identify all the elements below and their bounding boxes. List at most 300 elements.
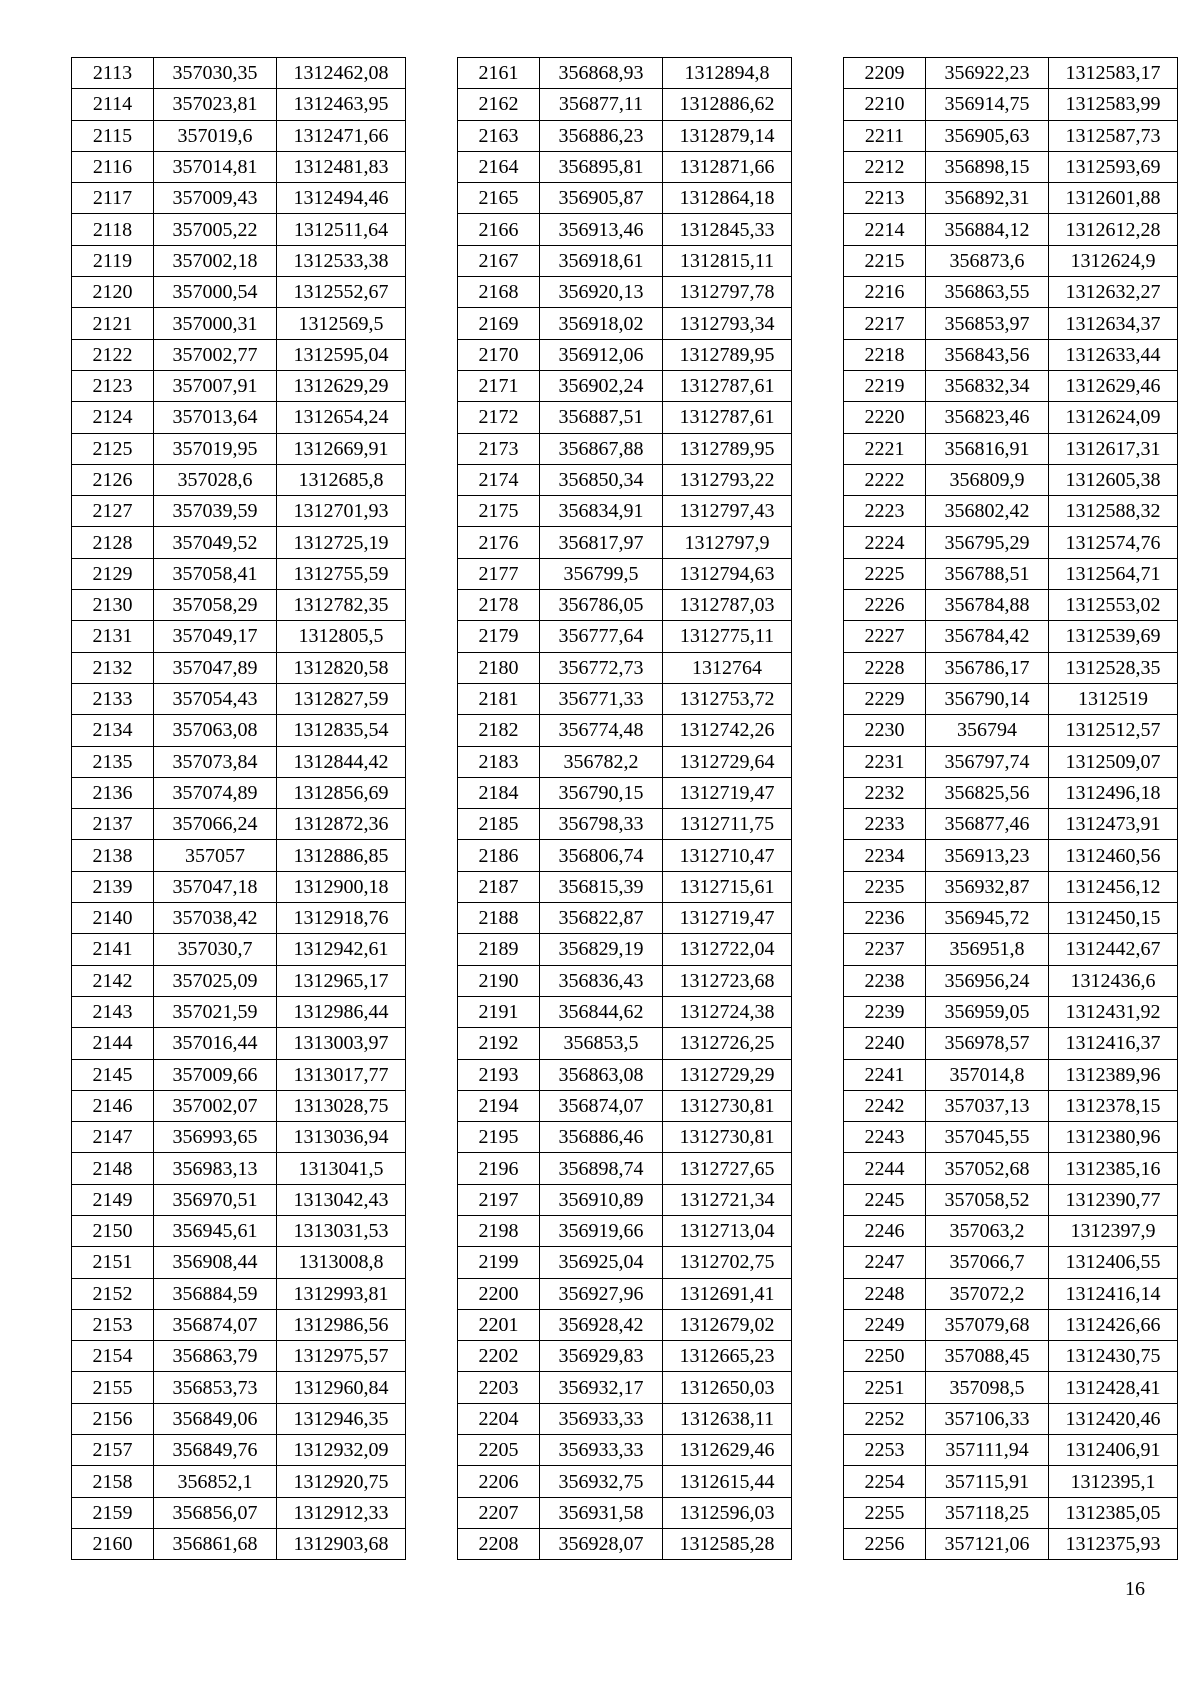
table-row — [844, 1403, 1178, 1434]
y-coordinate-cell: 1312460,56 — [1049, 840, 1178, 871]
point-number-cell: 2241 — [844, 1059, 926, 1090]
y-coordinate-cell: 1312711,75 — [663, 809, 792, 840]
table-row — [72, 1215, 406, 1246]
x-coordinate-cell: 356886,46 — [540, 1122, 663, 1153]
y-coordinate-cell: 1312872,36 — [277, 809, 406, 840]
y-coordinate-cell: 1312601,88 — [1049, 183, 1178, 214]
table-row — [844, 996, 1178, 1027]
x-coordinate-cell: 357121,06 — [926, 1528, 1049, 1559]
point-number-cell: 2119 — [72, 245, 154, 276]
point-number-cell: 2115 — [72, 120, 154, 151]
table-row — [72, 1466, 406, 1497]
y-coordinate-cell: 1312805,5 — [277, 621, 406, 652]
table-row — [458, 1184, 792, 1215]
point-number-cell: 2183 — [458, 746, 540, 777]
x-coordinate-cell: 356832,34 — [926, 370, 1049, 401]
point-number-cell: 2198 — [458, 1215, 540, 1246]
x-coordinate-cell: 357088,45 — [926, 1341, 1049, 1372]
y-coordinate-cell: 1313017,77 — [277, 1059, 406, 1090]
point-number-cell: 2254 — [844, 1466, 926, 1497]
table-row — [72, 245, 406, 276]
y-coordinate-cell: 1312918,76 — [277, 903, 406, 934]
x-coordinate-cell: 356945,72 — [926, 903, 1049, 934]
point-number-cell: 2121 — [72, 308, 154, 339]
y-coordinate-cell: 1312552,67 — [277, 277, 406, 308]
y-coordinate-cell: 1312654,24 — [277, 402, 406, 433]
point-number-cell: 2176 — [458, 527, 540, 558]
table-row — [844, 715, 1178, 746]
x-coordinate-cell: 356918,61 — [540, 245, 663, 276]
y-coordinate-cell: 1312894,8 — [663, 58, 792, 89]
point-number-cell: 2202 — [458, 1341, 540, 1372]
y-coordinate-cell: 1312442,67 — [1049, 934, 1178, 965]
x-coordinate-cell: 357063,08 — [154, 715, 277, 746]
table-row — [458, 871, 792, 902]
y-coordinate-cell: 1313003,97 — [277, 1028, 406, 1059]
point-number-cell: 2245 — [844, 1184, 926, 1215]
x-coordinate-cell: 357118,25 — [926, 1497, 1049, 1528]
table-row — [844, 527, 1178, 558]
point-number-cell: 2242 — [844, 1090, 926, 1121]
table-row — [72, 1435, 406, 1466]
point-number-cell: 2214 — [844, 214, 926, 245]
table-row — [458, 277, 792, 308]
table-row — [844, 903, 1178, 934]
y-coordinate-cell: 1312533,38 — [277, 245, 406, 276]
point-number-cell: 2157 — [72, 1435, 154, 1466]
table-row — [72, 370, 406, 401]
table-row — [844, 89, 1178, 120]
x-coordinate-cell: 356794 — [926, 715, 1049, 746]
table-row — [844, 245, 1178, 276]
y-coordinate-cell: 1312701,93 — [277, 496, 406, 527]
y-coordinate-cell: 1312431,92 — [1049, 996, 1178, 1027]
x-coordinate-cell: 356905,87 — [540, 183, 663, 214]
y-coordinate-cell: 1312719,47 — [663, 777, 792, 808]
table-row — [458, 746, 792, 777]
table-row — [844, 1372, 1178, 1403]
x-coordinate-cell: 356777,64 — [540, 621, 663, 652]
table-row — [458, 1090, 792, 1121]
table-row — [458, 1497, 792, 1528]
point-number-cell: 2227 — [844, 621, 926, 652]
table-row — [458, 496, 792, 527]
x-coordinate-cell: 357057 — [154, 840, 277, 871]
y-coordinate-cell: 1312456,12 — [1049, 871, 1178, 902]
table-row — [72, 277, 406, 308]
point-number-cell: 2200 — [458, 1278, 540, 1309]
x-coordinate-cell: 357021,59 — [154, 996, 277, 1027]
point-number-cell: 2195 — [458, 1122, 540, 1153]
point-number-cell: 2194 — [458, 1090, 540, 1121]
x-coordinate-cell: 356853,97 — [926, 308, 1049, 339]
x-coordinate-cell: 356931,58 — [540, 1497, 663, 1528]
y-coordinate-cell: 1312633,44 — [1049, 339, 1178, 370]
table-row — [458, 1215, 792, 1246]
x-coordinate-cell: 356795,29 — [926, 527, 1049, 558]
point-number-cell: 2221 — [844, 433, 926, 464]
point-number-cell: 2229 — [844, 683, 926, 714]
y-coordinate-cell: 1312787,03 — [663, 590, 792, 621]
x-coordinate-cell: 357009,66 — [154, 1059, 277, 1090]
y-coordinate-cell: 1312481,83 — [277, 151, 406, 182]
table-row — [458, 527, 792, 558]
point-number-cell: 2185 — [458, 809, 540, 840]
table-row — [458, 308, 792, 339]
x-coordinate-cell: 356913,23 — [926, 840, 1049, 871]
table-row — [844, 1028, 1178, 1059]
x-coordinate-cell: 356933,33 — [540, 1435, 663, 1466]
point-number-cell: 2251 — [844, 1372, 926, 1403]
table-row — [72, 903, 406, 934]
y-coordinate-cell: 1312793,34 — [663, 308, 792, 339]
x-coordinate-cell: 357019,6 — [154, 120, 277, 151]
y-coordinate-cell: 1312395,1 — [1049, 1466, 1178, 1497]
x-coordinate-cell: 356806,74 — [540, 840, 663, 871]
table-row — [72, 777, 406, 808]
x-coordinate-cell: 356771,33 — [540, 683, 663, 714]
x-coordinate-cell: 356959,05 — [926, 996, 1049, 1027]
x-coordinate-cell: 356908,44 — [154, 1247, 277, 1278]
table-row — [458, 433, 792, 464]
point-number-cell: 2226 — [844, 590, 926, 621]
table-row — [458, 1278, 792, 1309]
x-coordinate-cell: 357023,81 — [154, 89, 277, 120]
point-number-cell: 2228 — [844, 652, 926, 683]
table-row — [458, 621, 792, 652]
table-row — [72, 339, 406, 370]
y-coordinate-cell: 1312587,73 — [1049, 120, 1178, 151]
coordinate-table-2 — [457, 57, 792, 1560]
point-number-cell: 2148 — [72, 1153, 154, 1184]
table-row — [458, 777, 792, 808]
point-number-cell: 2207 — [458, 1497, 540, 1528]
x-coordinate-cell: 356913,46 — [540, 214, 663, 245]
y-coordinate-cell: 1312596,03 — [663, 1497, 792, 1528]
y-coordinate-cell: 1312729,29 — [663, 1059, 792, 1090]
y-coordinate-cell: 1312845,33 — [663, 214, 792, 245]
table-row — [458, 464, 792, 495]
y-coordinate-cell: 1312942,61 — [277, 934, 406, 965]
table-row — [72, 1090, 406, 1121]
x-coordinate-cell: 357013,64 — [154, 402, 277, 433]
y-coordinate-cell: 1312797,78 — [663, 277, 792, 308]
table-row — [458, 58, 792, 89]
point-number-cell: 2193 — [458, 1059, 540, 1090]
point-number-cell: 2139 — [72, 871, 154, 902]
x-coordinate-cell: 356884,12 — [926, 214, 1049, 245]
point-number-cell: 2171 — [458, 370, 540, 401]
x-coordinate-cell: 356925,04 — [540, 1247, 663, 1278]
point-number-cell: 2256 — [844, 1528, 926, 1559]
point-number-cell: 2236 — [844, 903, 926, 934]
y-coordinate-cell: 1312528,35 — [1049, 652, 1178, 683]
table-row — [72, 746, 406, 777]
x-coordinate-cell: 356892,31 — [926, 183, 1049, 214]
y-coordinate-cell: 1312416,37 — [1049, 1028, 1178, 1059]
y-coordinate-cell: 1312730,81 — [663, 1122, 792, 1153]
point-number-cell: 2166 — [458, 214, 540, 245]
point-number-cell: 2130 — [72, 590, 154, 621]
point-number-cell: 2213 — [844, 183, 926, 214]
y-coordinate-cell: 1312471,66 — [277, 120, 406, 151]
y-coordinate-cell: 1312986,56 — [277, 1309, 406, 1340]
x-coordinate-cell: 357014,81 — [154, 151, 277, 182]
y-coordinate-cell: 1312638,11 — [663, 1403, 792, 1434]
y-coordinate-cell: 1312764 — [663, 652, 792, 683]
y-coordinate-cell: 1312715,61 — [663, 871, 792, 902]
x-coordinate-cell: 357002,77 — [154, 339, 277, 370]
y-coordinate-cell: 1312588,32 — [1049, 496, 1178, 527]
point-number-cell: 2114 — [72, 89, 154, 120]
point-number-cell: 2129 — [72, 558, 154, 589]
x-coordinate-cell: 356786,05 — [540, 590, 663, 621]
x-coordinate-cell: 357052,68 — [926, 1153, 1049, 1184]
y-coordinate-cell: 1312886,62 — [663, 89, 792, 120]
table-row — [72, 1497, 406, 1528]
x-coordinate-cell: 357047,89 — [154, 652, 277, 683]
table-row — [458, 934, 792, 965]
point-number-cell: 2174 — [458, 464, 540, 495]
point-number-cell: 2167 — [458, 245, 540, 276]
x-coordinate-cell: 356809,9 — [926, 464, 1049, 495]
y-coordinate-cell: 1312629,46 — [663, 1435, 792, 1466]
x-coordinate-cell: 356782,2 — [540, 746, 663, 777]
y-coordinate-cell: 1312727,65 — [663, 1153, 792, 1184]
point-number-cell: 2243 — [844, 1122, 926, 1153]
y-coordinate-cell: 1312615,44 — [663, 1466, 792, 1497]
y-coordinate-cell: 1312450,15 — [1049, 903, 1178, 934]
table-row — [458, 558, 792, 589]
x-coordinate-cell: 356815,39 — [540, 871, 663, 902]
y-coordinate-cell: 1312986,44 — [277, 996, 406, 1027]
point-number-cell: 2131 — [72, 621, 154, 652]
y-coordinate-cell: 1313031,53 — [277, 1215, 406, 1246]
table-row — [458, 245, 792, 276]
y-coordinate-cell: 1312794,63 — [663, 558, 792, 589]
y-coordinate-cell: 1312585,28 — [663, 1528, 792, 1559]
x-coordinate-cell: 356850,34 — [540, 464, 663, 495]
x-coordinate-cell: 356884,59 — [154, 1278, 277, 1309]
y-coordinate-cell: 1313008,8 — [277, 1247, 406, 1278]
y-coordinate-cell: 1312789,95 — [663, 433, 792, 464]
point-number-cell: 2180 — [458, 652, 540, 683]
table-row — [844, 1278, 1178, 1309]
y-coordinate-cell: 1312679,02 — [663, 1309, 792, 1340]
point-number-cell: 2191 — [458, 996, 540, 1027]
table-row — [844, 277, 1178, 308]
table-row — [72, 183, 406, 214]
y-coordinate-cell: 1313036,94 — [277, 1122, 406, 1153]
y-coordinate-cell: 1312583,17 — [1049, 58, 1178, 89]
point-number-cell: 2143 — [72, 996, 154, 1027]
table-row — [72, 120, 406, 151]
table-row — [844, 1247, 1178, 1278]
point-number-cell: 2248 — [844, 1278, 926, 1309]
point-number-cell: 2192 — [458, 1028, 540, 1059]
x-coordinate-cell: 357002,18 — [154, 245, 277, 276]
x-coordinate-cell: 356774,48 — [540, 715, 663, 746]
table-row — [458, 1403, 792, 1434]
table-row — [72, 89, 406, 120]
x-coordinate-cell: 357073,84 — [154, 746, 277, 777]
x-coordinate-cell: 356836,43 — [540, 965, 663, 996]
y-coordinate-cell: 1312721,34 — [663, 1184, 792, 1215]
x-coordinate-cell: 356970,51 — [154, 1184, 277, 1215]
x-coordinate-cell: 356873,6 — [926, 245, 1049, 276]
y-coordinate-cell: 1312624,09 — [1049, 402, 1178, 433]
x-coordinate-cell: 356951,8 — [926, 934, 1049, 965]
table-row — [458, 214, 792, 245]
table-row — [844, 1466, 1178, 1497]
y-coordinate-cell: 1312719,47 — [663, 903, 792, 934]
x-coordinate-cell: 357028,6 — [154, 464, 277, 495]
y-coordinate-cell: 1312820,58 — [277, 652, 406, 683]
table-row — [72, 809, 406, 840]
point-number-cell: 2124 — [72, 402, 154, 433]
x-coordinate-cell: 357106,33 — [926, 1403, 1049, 1434]
y-coordinate-cell: 1312789,95 — [663, 339, 792, 370]
point-number-cell: 2169 — [458, 308, 540, 339]
table-row — [844, 1090, 1178, 1121]
table-row — [458, 1528, 792, 1559]
point-number-cell: 2234 — [844, 840, 926, 871]
x-coordinate-cell: 356914,75 — [926, 89, 1049, 120]
table-row — [458, 1059, 792, 1090]
x-coordinate-cell: 357000,31 — [154, 308, 277, 339]
point-number-cell: 2215 — [844, 245, 926, 276]
table-row — [844, 339, 1178, 370]
y-coordinate-cell: 1312725,19 — [277, 527, 406, 558]
point-number-cell: 2197 — [458, 1184, 540, 1215]
x-coordinate-cell: 357098,5 — [926, 1372, 1049, 1403]
x-coordinate-cell: 356797,74 — [926, 746, 1049, 777]
table-row — [72, 527, 406, 558]
table-row — [458, 715, 792, 746]
x-coordinate-cell: 356912,06 — [540, 339, 663, 370]
table-row — [844, 590, 1178, 621]
y-coordinate-cell: 1312864,18 — [663, 183, 792, 214]
y-coordinate-cell: 1312702,75 — [663, 1247, 792, 1278]
table-row — [458, 151, 792, 182]
point-number-cell: 2135 — [72, 746, 154, 777]
point-number-cell: 2168 — [458, 277, 540, 308]
point-number-cell: 2128 — [72, 527, 154, 558]
point-number-cell: 2237 — [844, 934, 926, 965]
point-number-cell: 2188 — [458, 903, 540, 934]
y-coordinate-cell: 1312509,07 — [1049, 746, 1178, 777]
table-row — [72, 1153, 406, 1184]
point-number-cell: 2205 — [458, 1435, 540, 1466]
x-coordinate-cell: 357049,52 — [154, 527, 277, 558]
x-coordinate-cell: 357030,7 — [154, 934, 277, 965]
y-coordinate-cell: 1312815,11 — [663, 245, 792, 276]
x-coordinate-cell: 356932,17 — [540, 1372, 663, 1403]
point-number-cell: 2125 — [72, 433, 154, 464]
x-coordinate-cell: 356993,65 — [154, 1122, 277, 1153]
y-coordinate-cell: 1312827,59 — [277, 683, 406, 714]
table-row — [844, 746, 1178, 777]
y-coordinate-cell: 1312629,46 — [1049, 370, 1178, 401]
table-row — [72, 1278, 406, 1309]
y-coordinate-cell: 1312420,46 — [1049, 1403, 1178, 1434]
table-row — [844, 370, 1178, 401]
x-coordinate-cell: 356829,19 — [540, 934, 663, 965]
x-coordinate-cell: 356898,15 — [926, 151, 1049, 182]
y-coordinate-cell: 1312932,09 — [277, 1435, 406, 1466]
table-row — [72, 1122, 406, 1153]
x-coordinate-cell: 357058,52 — [926, 1184, 1049, 1215]
y-coordinate-cell: 1312755,59 — [277, 558, 406, 589]
y-coordinate-cell: 1312406,55 — [1049, 1247, 1178, 1278]
x-coordinate-cell: 356863,79 — [154, 1341, 277, 1372]
x-coordinate-cell: 356886,23 — [540, 120, 663, 151]
x-coordinate-cell: 356790,15 — [540, 777, 663, 808]
point-number-cell: 2141 — [72, 934, 154, 965]
x-coordinate-cell: 356802,42 — [926, 496, 1049, 527]
point-number-cell: 2177 — [458, 558, 540, 589]
table-row — [72, 1184, 406, 1215]
table-row — [458, 590, 792, 621]
table-row — [458, 1341, 792, 1372]
x-coordinate-cell: 356978,57 — [926, 1028, 1049, 1059]
x-coordinate-cell: 356874,07 — [540, 1090, 663, 1121]
point-number-cell: 2238 — [844, 965, 926, 996]
point-number-cell: 2199 — [458, 1247, 540, 1278]
point-number-cell: 2150 — [72, 1215, 154, 1246]
table-row — [458, 402, 792, 433]
x-coordinate-cell: 357007,91 — [154, 370, 277, 401]
y-coordinate-cell: 1312595,04 — [277, 339, 406, 370]
y-coordinate-cell: 1312428,41 — [1049, 1372, 1178, 1403]
y-coordinate-cell: 1312782,35 — [277, 590, 406, 621]
y-coordinate-cell: 1312669,91 — [277, 433, 406, 464]
point-number-cell: 2231 — [844, 746, 926, 777]
table-row — [844, 496, 1178, 527]
point-number-cell: 2136 — [72, 777, 154, 808]
y-coordinate-cell: 1312742,26 — [663, 715, 792, 746]
point-number-cell: 2164 — [458, 151, 540, 182]
table-row — [458, 1153, 792, 1184]
point-number-cell: 2212 — [844, 151, 926, 182]
y-coordinate-cell: 1312385,05 — [1049, 1497, 1178, 1528]
x-coordinate-cell: 356772,73 — [540, 652, 663, 683]
x-coordinate-cell: 357038,42 — [154, 903, 277, 934]
y-coordinate-cell: 1312726,25 — [663, 1028, 792, 1059]
table-row — [844, 871, 1178, 902]
y-coordinate-cell: 1312886,85 — [277, 840, 406, 871]
table-row — [72, 308, 406, 339]
x-coordinate-cell: 357025,09 — [154, 965, 277, 996]
point-number-cell: 2252 — [844, 1403, 926, 1434]
y-coordinate-cell: 1312569,5 — [277, 308, 406, 339]
x-coordinate-cell: 356877,11 — [540, 89, 663, 120]
point-number-cell: 2113 — [72, 58, 154, 89]
y-coordinate-cell: 1312519 — [1049, 683, 1178, 714]
point-number-cell: 2151 — [72, 1247, 154, 1278]
table-row — [844, 1153, 1178, 1184]
table-row — [72, 58, 406, 89]
point-number-cell: 2225 — [844, 558, 926, 589]
y-coordinate-cell: 1312375,93 — [1049, 1528, 1178, 1559]
table-row — [458, 996, 792, 1027]
table-row — [844, 840, 1178, 871]
point-number-cell: 2232 — [844, 777, 926, 808]
table-row — [72, 965, 406, 996]
table-row — [72, 715, 406, 746]
y-coordinate-cell: 1312713,04 — [663, 1215, 792, 1246]
x-coordinate-cell: 356919,66 — [540, 1215, 663, 1246]
